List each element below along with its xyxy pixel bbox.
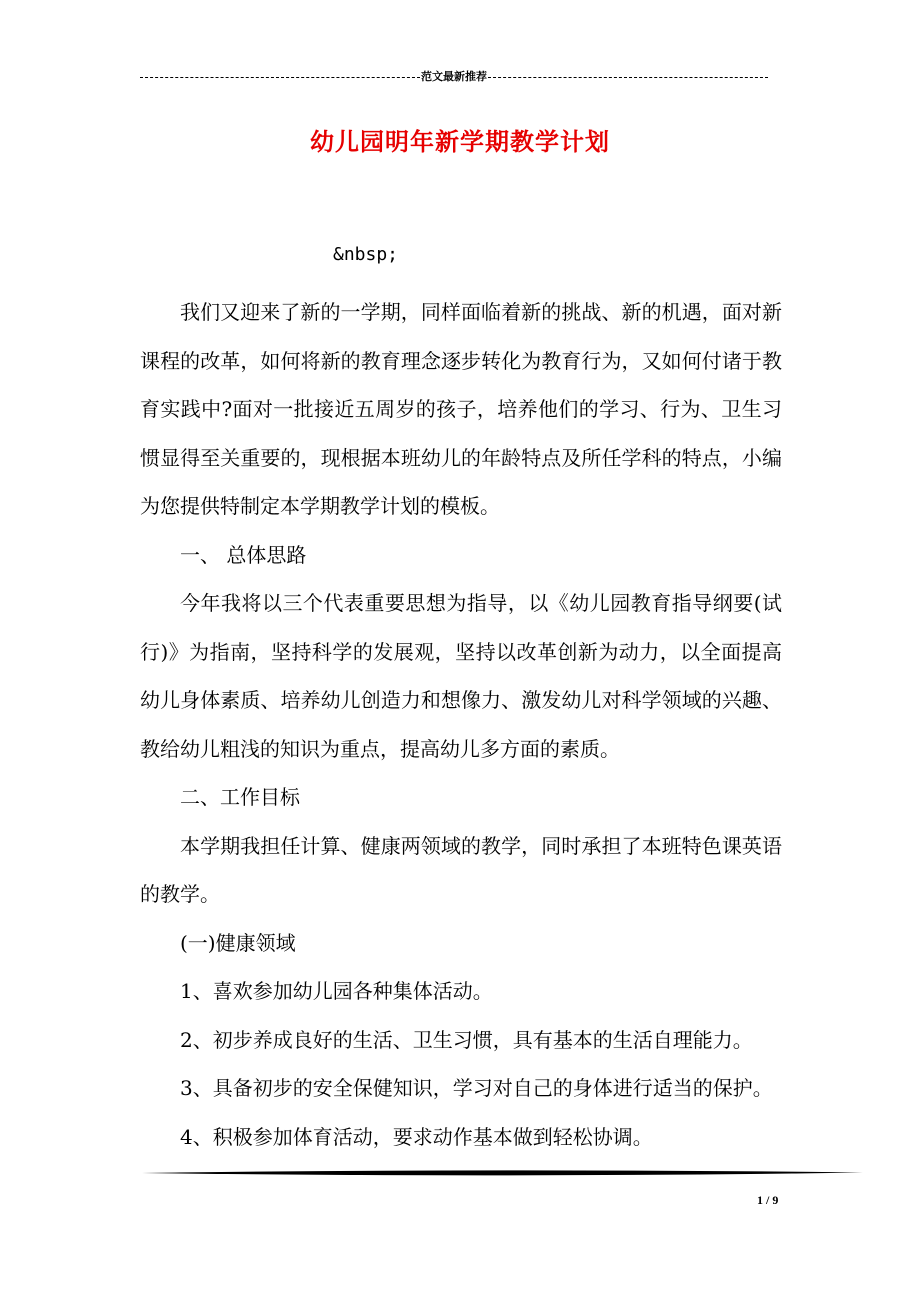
header-dash-left <box>140 77 420 78</box>
page-number: 1 / 9 <box>757 1193 779 1207</box>
footer-divider <box>142 1169 863 1177</box>
document-body <box>140 288 782 1161</box>
section-heading: 一、 总体思路 <box>180 542 307 567</box>
nbsp-text: &nbsp; <box>333 244 399 265</box>
page-header <box>140 70 768 84</box>
body-paragraph: 今年我将以三个代表重要思想为指导，以《幼儿园教育指导纲要(试行)》为指南，坚持科学的发展观，坚持以改革创新为动力，以全面提高幼儿身体素质、培养幼儿创造力和想像力、激发幼儿对科学领域的兴趣、教给幼儿粗浅的知识为重点，提高幼儿多方面的素质。 <box>140 591 782 761</box>
header-dash-right <box>488 77 768 78</box>
list-item: 1、喜欢参加幼儿园各种集体活动。 <box>180 979 493 1003</box>
list-item: 3、具备初步的安全保健知识，学习对自己的身体进行适当的保护。 <box>180 1076 773 1100</box>
list-item: 4、积极参加体育活动，要求动作基本做到轻松协调。 <box>180 1124 653 1149</box>
section-heading: 二、工作目标 <box>180 785 300 809</box>
subsection-heading: (一)健康领域 <box>180 930 296 955</box>
document-title: 幼儿园明年新学期教学计划 <box>310 127 610 156</box>
body-paragraph: 本学期我担任计算、健康两领域的教学，同时承担了本班特色课英语的教学。 <box>140 833 782 906</box>
list-item: 2、初步养成良好的生活、卫生习惯，具有基本的生活自理能力。 <box>180 1027 753 1052</box>
header-label: 范文最新推荐 <box>421 71 487 83</box>
intro-paragraph: 我们又迎来了新的一学期，同样面临着新的挑战、新的机遇，面对新课程的改革，如何将新的教育理念逐步转化为教育行为，又如何付诸于教育实践中?面对一批接近五周岁的孩子，培养他们的学习、行为、卫生习惯显得至关重要的，现根据本班幼儿的年龄特点及所任学科的特点，小编为您提供特制定本学期教学计划的模板。 <box>140 300 782 518</box>
